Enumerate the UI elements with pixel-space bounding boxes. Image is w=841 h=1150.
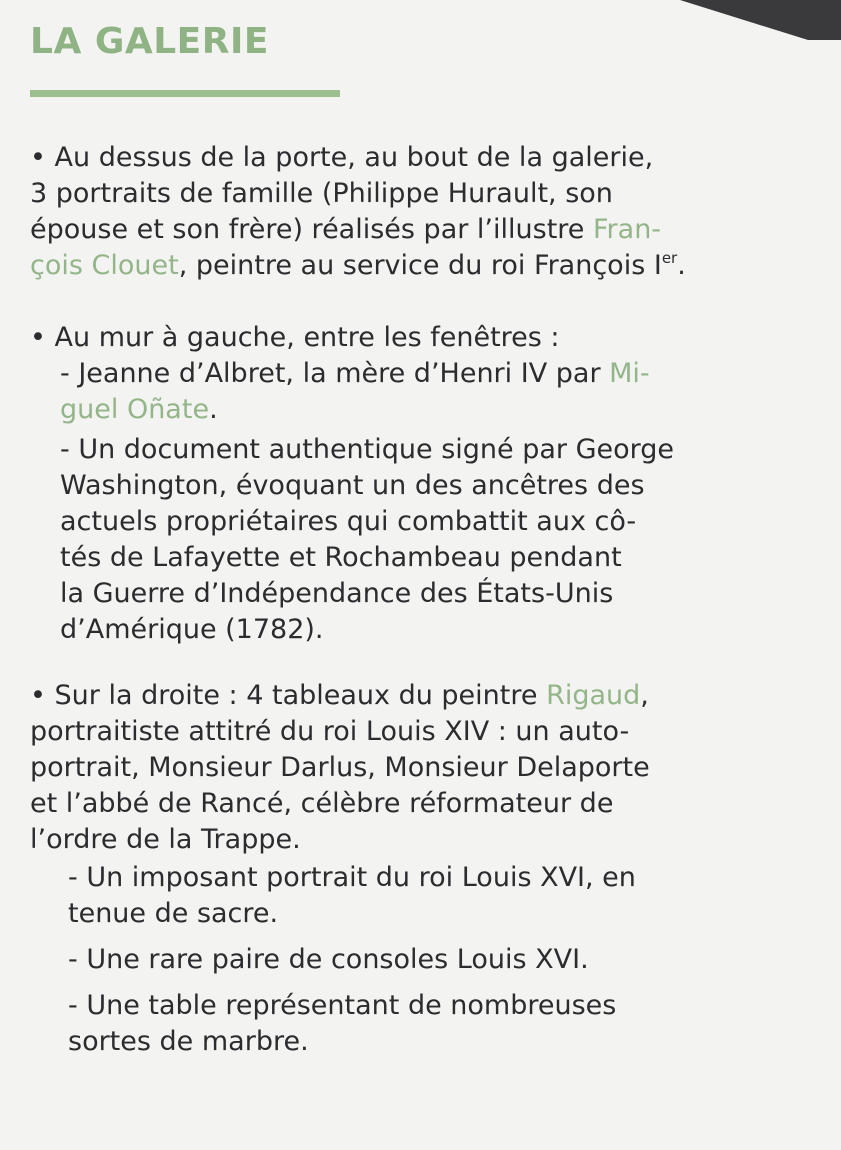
text-line: sortes de marbre. — [68, 1026, 309, 1057]
title-underline — [30, 90, 340, 97]
document-body — [30, 140, 808, 1060]
text-line: la Guerre d’Indépendance des États-Unis — [60, 578, 614, 609]
text-line: et l’abbé de Rancé, célèbre réformateur de — [30, 788, 614, 819]
text-line: actuels propriétaires qui combattit aux cô- — [60, 506, 637, 537]
corner-decoration — [680, 0, 808, 40]
text-end: , — [640, 680, 649, 711]
text-line: Au mur à gauche, entre les fenêtres : — [54, 322, 560, 353]
bullet: • — [30, 322, 46, 353]
artist-name-onate-part1: Mi- — [609, 358, 650, 389]
text-line: Au dessus de la porte, au bout de la galerie, — [54, 142, 654, 173]
paragraph — [30, 320, 808, 356]
text-line: d’Amérique (1782). — [60, 614, 324, 645]
corner-decoration-bar — [808, 0, 841, 40]
text-line: - Un document authentique signé par George — [60, 434, 675, 465]
page-title: LA GALERIE — [30, 21, 269, 62]
section-door-portraits — [30, 140, 808, 284]
bullet: • — [30, 142, 46, 173]
text-line: portraitiste attitré du roi Louis XIV : un auto- — [30, 716, 630, 747]
text-line: épouse et son frère) réalisés par l’illustre — [30, 214, 593, 245]
list-item — [30, 942, 808, 978]
text-line: - Jeanne d’Albret, la mère d’Henri IV par — [60, 358, 610, 389]
text-line: Washington, évoquant un des ancêtres des — [60, 470, 645, 501]
text-line: tés de Lafayette et Rochambeau pendant — [60, 542, 622, 573]
artist-name-onate-part2: guel Oñate — [60, 394, 210, 425]
text-end: . — [209, 394, 218, 425]
text-line: - Une rare paire de consoles Louis XVI. — [68, 944, 589, 975]
section-left-wall — [30, 320, 808, 648]
text-line: , peintre au service du roi François I — [178, 250, 662, 281]
list-item — [30, 432, 808, 648]
artist-name-clouet-part2: çois Clouet — [30, 250, 179, 281]
artist-name-clouet-part1: Fran- — [592, 214, 662, 245]
text-line: tenue de sacre. — [68, 898, 279, 929]
list-item — [30, 988, 808, 1060]
artist-name-rigaud: Rigaud — [546, 680, 641, 711]
list-item — [30, 860, 808, 932]
paragraph — [30, 678, 808, 858]
superscript: er — [661, 249, 678, 267]
text-line: 3 portraits de famille (Philippe Hurault, son — [30, 178, 613, 209]
text-line: - Un imposant portrait du roi Louis XVI, en — [68, 862, 636, 893]
list-item — [30, 356, 808, 428]
text-line: - Une table représentant de nombreuses — [68, 990, 617, 1021]
text-line: l’ordre de la Trappe. — [30, 824, 301, 855]
bullet: • — [30, 680, 46, 711]
text-end: . — [677, 250, 686, 281]
paragraph — [30, 140, 808, 284]
text-line: portrait, Monsieur Darlus, Monsieur Delaporte — [30, 752, 650, 783]
text-line: Sur la droite : 4 tableaux du peintre — [54, 680, 547, 711]
section-right-side — [30, 678, 808, 1060]
